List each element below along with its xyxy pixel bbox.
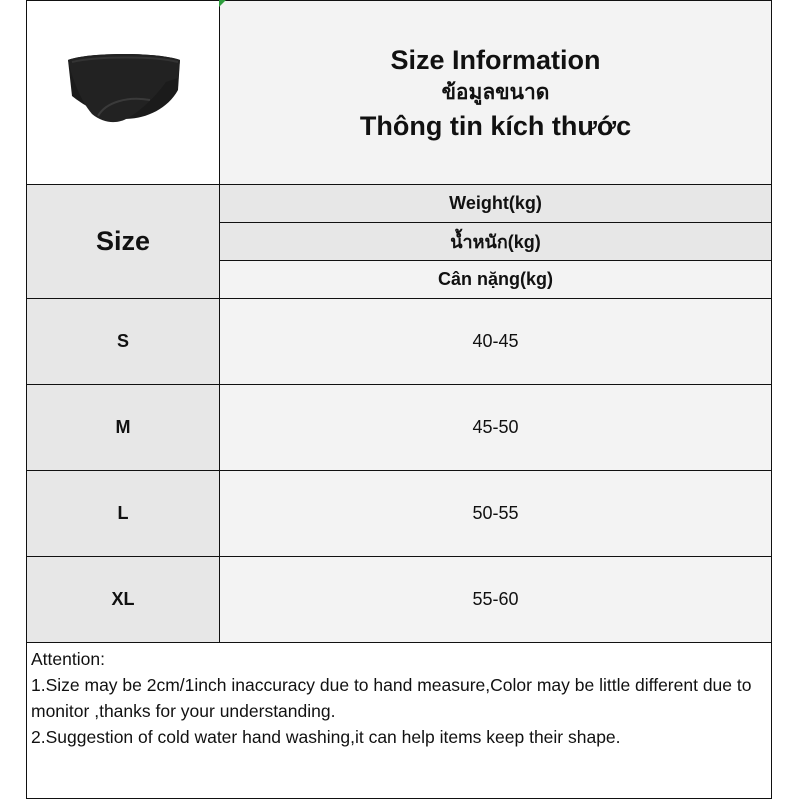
weight-value: 45-50 xyxy=(472,417,519,437)
weight-header-vi-label: Cân nặng(kg) xyxy=(438,269,553,289)
weight-value: 55-60 xyxy=(472,589,519,609)
strapless-bra-icon xyxy=(58,38,188,148)
weight-header-en-label: Weight(kg) xyxy=(449,193,542,213)
notes-line-2: 2.Suggestion of cold water hand washing,it can help items keep their shape. xyxy=(31,727,621,747)
grid-line xyxy=(26,0,772,1)
product-image-cell xyxy=(27,1,219,184)
weight-header-th xyxy=(220,223,771,260)
size-value: L xyxy=(117,503,129,523)
grid-line xyxy=(26,184,772,185)
table-row-weight xyxy=(220,299,771,384)
weight-header-th-label: น้ำหนัก(kg) xyxy=(450,232,541,252)
size-value: S xyxy=(116,331,129,351)
grid-line xyxy=(26,298,772,299)
table-row-weight xyxy=(220,557,771,642)
grid-line xyxy=(219,260,772,261)
size-value: M xyxy=(115,417,131,437)
grid-line xyxy=(26,384,772,385)
title-thai: ข้อมูลขนาด xyxy=(441,80,550,104)
notes-heading: Attention: xyxy=(31,649,105,669)
attention-notes xyxy=(31,646,761,750)
table-row-size xyxy=(27,299,219,384)
table-row-weight xyxy=(220,385,771,470)
weight-header-en xyxy=(220,185,771,222)
grid-line xyxy=(26,0,27,799)
grid-line xyxy=(26,470,772,471)
weight-value: 40-45 xyxy=(472,331,519,351)
table-row-size xyxy=(27,471,219,556)
table-row-weight xyxy=(220,471,771,556)
size-header: Size xyxy=(95,226,151,256)
title-vietnamese: Thông tin kích thước xyxy=(359,110,632,141)
size-value: XL xyxy=(111,589,135,609)
grid-line xyxy=(26,798,772,799)
grid-line xyxy=(26,556,772,557)
corner-mark-icon xyxy=(219,0,227,8)
grid-line xyxy=(26,642,772,643)
grid-line xyxy=(771,0,772,799)
grid-line xyxy=(219,222,772,223)
weight-header-vi xyxy=(220,261,771,298)
weight-value: 50-55 xyxy=(472,503,519,523)
size-header-cell xyxy=(27,185,219,298)
grid-line xyxy=(219,0,220,643)
notes-line-1: 1.Size may be 2cm/1inch inaccuracy due to hand measure,Color may be little different due to monitor ,thanks for your understanding. xyxy=(31,675,752,721)
title-english: Size Information xyxy=(390,44,601,75)
table-row-size xyxy=(27,557,219,642)
table-row-size xyxy=(27,385,219,470)
title-block xyxy=(220,1,771,184)
